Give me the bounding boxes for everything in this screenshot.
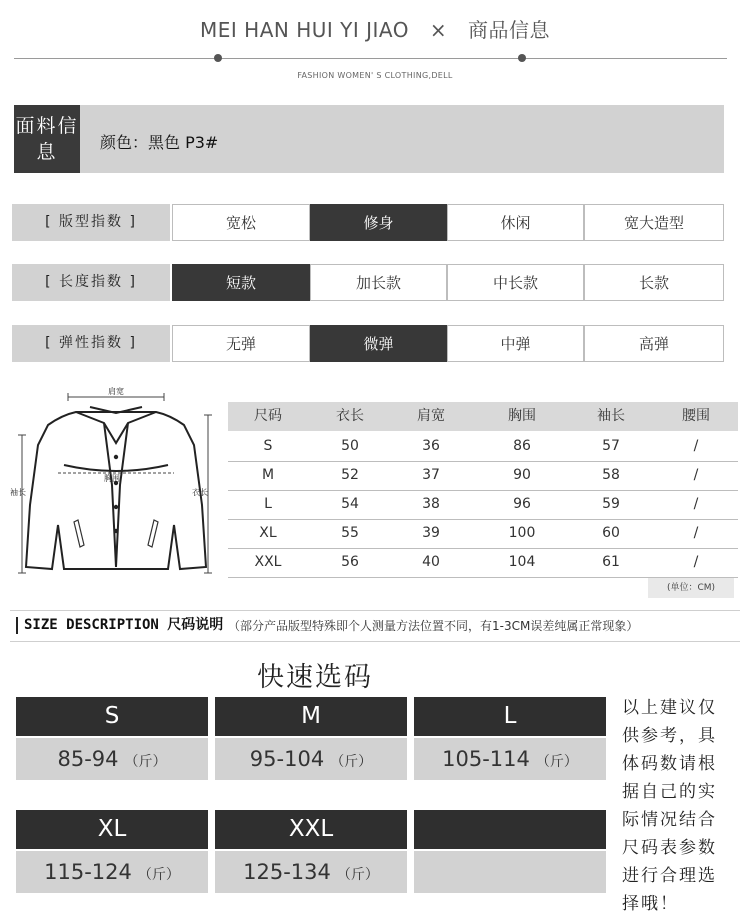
weight-unit: （斤）: [336, 867, 379, 883]
length-index-option: 长款: [584, 264, 724, 301]
table-cell: 61: [602, 554, 620, 570]
header-title: [0, 14, 750, 43]
table-cell: 55: [341, 525, 359, 541]
table-cell: XXL: [254, 554, 282, 570]
table-cell: L: [264, 496, 272, 512]
table-cell: /: [693, 467, 699, 483]
weight-range: 95-104: [249, 747, 325, 771]
header-subtitle: FASHION WOMEN' S CLOTHING,DELL: [297, 71, 453, 80]
column-header: 胸围: [508, 408, 536, 424]
stretch-index-option: 无弹: [172, 325, 310, 362]
table-cell: S: [263, 438, 273, 454]
quick-pick-size: XXL: [215, 810, 407, 849]
weight-unit: （斤）: [535, 754, 578, 770]
quick-pick-size: M: [215, 697, 407, 736]
table-cell: 90: [513, 467, 531, 483]
table-cell: 36: [422, 438, 440, 454]
quick-pick-weight: [215, 738, 407, 780]
header-separator: ×: [429, 18, 448, 42]
table-row: [228, 548, 738, 578]
fit-index-option: 休闲: [447, 204, 584, 241]
size-description-text: （部分产品版型特殊即个人测量方法位置不同，有1-3CM误差纯属正常现象）: [228, 619, 639, 633]
table-cell: XL: [259, 525, 277, 541]
brand-name: MEI HAN HUI YI JIAO: [200, 18, 409, 42]
table-cell: 59: [602, 496, 620, 512]
length-index-label: [ 长度指数 ]: [12, 264, 170, 301]
weight-range: 105-114: [442, 747, 530, 771]
divider-dot-icon: [214, 54, 222, 62]
weight-range: 85-94: [57, 747, 119, 771]
diagram-length-label: 衣长: [192, 488, 208, 497]
table-cell: 38: [422, 496, 440, 512]
weight-unit: （斤）: [330, 754, 373, 770]
column-header: 袖长: [597, 408, 625, 424]
stretch-index-option: 中弹: [447, 325, 584, 362]
table-cell: 37: [422, 467, 440, 483]
table-cell: 86: [513, 438, 531, 454]
weight-range: 125-134: [243, 860, 331, 884]
table-cell: 40: [422, 554, 440, 570]
table-cell: /: [693, 525, 699, 541]
fit-index-option: 宽大造型: [584, 204, 724, 241]
quick-pick-size: S: [16, 697, 208, 736]
quick-pick-weight: [215, 851, 407, 893]
fit-index-label: [ 版型指数 ]: [12, 204, 170, 241]
table-cell: 57: [602, 438, 620, 454]
jacket-diagram: [8, 385, 223, 585]
table-cell: /: [693, 438, 699, 454]
column-header: 肩宽: [417, 408, 445, 424]
quick-pick-title: 快速选码: [257, 662, 373, 693]
quick-pick-size: [414, 810, 606, 849]
fabric-color: 颜色：黑色 P3#: [100, 133, 219, 152]
quick-pick-weight: [16, 851, 208, 893]
stretch-index-row: [12, 325, 724, 362]
diagram-shoulder-label: 肩宽: [108, 387, 124, 396]
table-cell: 56: [341, 554, 359, 570]
length-index-row: [12, 264, 724, 301]
stretch-index-label: [ 弹性指数 ]: [12, 325, 170, 362]
table-cell: 54: [341, 496, 359, 512]
fit-index-option: 修身: [310, 204, 447, 241]
quick-pick-size: XL: [16, 810, 208, 849]
table-row: [228, 490, 738, 520]
fit-index-row: [12, 204, 724, 241]
quick-pick-note: 以上建议仅供参考，具体码数请根据自己的实际情况结合尺码表参数进行合理选择哦！: [622, 698, 717, 914]
table-row: [228, 432, 738, 462]
length-index-option: 短款: [172, 264, 310, 301]
table-row: [228, 461, 738, 491]
fit-index-option: 宽松: [172, 204, 310, 241]
stretch-index-option: 微弹: [310, 325, 447, 362]
column-header: 尺码: [254, 408, 282, 424]
size-table-header: [228, 402, 738, 431]
table-cell: 50: [341, 438, 359, 454]
table-row: [228, 519, 738, 549]
weight-unit: （斤）: [137, 867, 180, 883]
fabric-info-tag: 面料信息: [14, 105, 80, 173]
section-name: 商品信息: [467, 18, 550, 42]
quick-pick-weight: [414, 851, 606, 893]
length-index-option: 加长款: [310, 264, 447, 301]
quick-pick-weight: [414, 738, 606, 780]
table-cell: 104: [508, 554, 536, 570]
diagram-chest-label: 胸围: [104, 474, 120, 483]
size-description-title: SIZE DESCRIPTION 尺码说明: [24, 617, 224, 633]
table-cell: /: [693, 554, 699, 570]
table-cell: 52: [341, 467, 359, 483]
table-cell: 100: [508, 525, 536, 541]
quick-pick-size: L: [414, 697, 606, 736]
size-description-marker: [16, 617, 18, 634]
weight-unit: （斤）: [124, 754, 167, 770]
table-cell: 39: [422, 525, 440, 541]
stretch-index-option: 高弹: [584, 325, 724, 362]
quick-pick-weight: [16, 738, 208, 780]
table-cell: M: [261, 467, 275, 483]
table-cell: 96: [513, 496, 531, 512]
column-header: 衣长: [336, 408, 364, 424]
diagram-sleeve-label: 袖长: [10, 488, 26, 497]
table-cell: /: [693, 496, 699, 512]
column-header: 腰围: [682, 408, 710, 424]
table-cell: 58: [602, 467, 620, 483]
divider-dot-icon: [518, 54, 526, 62]
header-divider: [14, 58, 727, 59]
length-index-option: 中长款: [447, 264, 584, 301]
table-cell: 60: [602, 525, 620, 541]
unit-note: (单位：CM): [648, 578, 734, 598]
weight-range: 115-124: [44, 860, 132, 884]
